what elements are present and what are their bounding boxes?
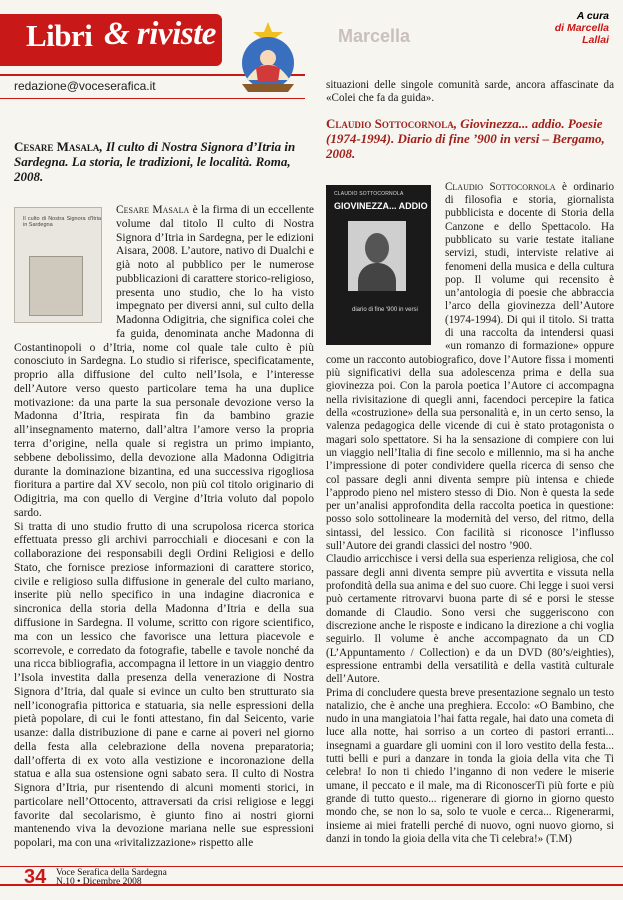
cover-subtitle: diario di fine '900 in versi xyxy=(352,306,418,313)
body-masala-p1: Cesare Masala è la firma di un eccellente volume dal titolo Il culto di Nostra Signora d’Itria in Sardegna, per le edizioni Aisara, 2008. L’autore, nativo di Dualchi e già noto al pubblico per le numerose pubblicazioni di carattere storico-religioso, presenta uno studio, che lo ha visto impegnato per diversi anni, sul culto della Madonna Odigitria, che significa colei che fa guida, denominata anche Madonna di Costantinopoli o d’Itria, nome col quale tale culto è più conosciuto in Sardegna. Lo studio si riferisce, specificatamente, proprio alla diffusione del culto nell’Isola, e l’interesse dell’Autore verso questo particolare tema ha una duplice motivazione: da una parte la sua personale devozione verso la Madonna d’Itria, respirata fin da bambino grazie all’insegnamento materno, dall’altra l’amore verso la propria terra d’origine, nella quale si registra un primo impianto, sebbene debolissimo, della devozione alla Madonna Odigitria durante la dominazione bizantina, ed una successiva rigogliosa fioritura a partire dal XV secolo, non più col titolo originario di Odigitria, ma con quello di Vergine d’Itria voluto dal popolo sardo. xyxy=(14,204,314,519)
issue-info: N.10 • Dicembre 2008 xyxy=(56,877,142,887)
body-sottocornola-p1: Claudio Sottocornola è ordinario di filosofia e storia, giornalista pubblicista e docente di Storia della Canzone e dello Spettacolo. Ha pubblicato su varie testate italiane servizi, studi, interviste relative ai fenomeni della musica e della cultura pop. Il volume qui recensito è un’antologia di poesie che abbraccia l’arco della giovinezza dell’Autore (1974-1994). Di qui il titolo. Si tratta di una raccolta da intendersi quasi «un romanzo di formazione» oppure come un racconto autobiografico, dove l’Autore fissa i momenti più significativi della sua adolescenza prima e della sua giovinezza poi. Con la parola poetica l’Autore ci accompagna nella rivisitazione di quegli anni, facendoci percepire la fatica della «costruzione» della sua personalità e, in un certo senso, la valenza pedagogica delle vicende di cui è stato protagonista o magari solo spettatore. Si ha la sensazione di compiere con lui un viaggio nell’Italia di fine secolo e millennio, ma si ha anche l’impressione di poter condividere quella ricerca di senso che col passare degli anni diventa sempre più intensa e chiede l’approdo pieno nel mistero stesso di Dio. Non è questa la sede per un’analisi approfondita della raccolta poetica in questione: posso solo sottolineare la modernità del verso, del ritmo, della sintassi, del lessico. Con facilità si riconosce l’influsso sull’Autore dei grandi classici del nostro ’900. xyxy=(326,180,614,553)
curator-credit xyxy=(547,10,609,46)
footer-magazine xyxy=(56,869,167,887)
right-column xyxy=(326,64,614,846)
body-masala-continued: situazioni delle singole comunità sarde, ancora affascinate da «Colei che fa da guida». xyxy=(326,79,614,105)
cover-author: CLAUDIO SOTTOCORNOLA xyxy=(334,190,404,197)
cover-title: GIOVINEZZA... ADDIO xyxy=(334,200,428,211)
review-title-masala: Cesare Masala, Il culto di Nostra Signora d’Itria in Sardegna. La storia, le tradizioni, le località. Roma, 2008. xyxy=(14,139,296,184)
ghost-header-text: Marcella xyxy=(338,26,411,46)
nativity-icon xyxy=(228,18,308,96)
section-title-libri: Libri xyxy=(26,18,93,53)
cover-title-masala: Il culto di Nostra Signora d'Itria in Sardegna xyxy=(23,216,101,228)
review-title-sottocornola: Claudio Sottocornola, Giovinezza... addio. Poesie (1974-1994). Diario di fine ’900 in versi – Bergamo, 2008. xyxy=(326,115,605,161)
author-photo xyxy=(348,221,406,291)
book-cover-masala xyxy=(14,207,102,323)
magazine-name: Voce Serafica della Sardegna xyxy=(56,868,167,878)
email-link[interactable]: redazione@voceserafica.it xyxy=(14,79,156,93)
section-title-riviste: & riviste xyxy=(104,16,216,52)
curator-label: A cura xyxy=(576,10,609,22)
body-sottocornola-p3: Prima di concludere questa breve presentazione segnalo un testo natalizio, che è anche una preghiera. Eccolo: «O Bambino, che nudo in una mangiatoia l’hai fatta regale, hai dato una cometa di luce alla notte, hai sorriso a un corteo di pastori erranti... insegnami a guardare gli uomini con il loro vestito della festa... tutti belli e puri a danzare in tonda la gioia della vita che Ti celebra! Io non ti chiedo l’inganno di non vedere le miserie umane, il peccato e il male, ma di RiconoscerTi più forte e più grande di tutto questo... rigenerare di giorno in giorno questo mondo che, se non lo sa, solo te vuole e cerca... Rigenerarmi, insieme ai miei fratelli perché di nuovo, ogni nuovo giorno, si danzi in tondo la gioia della vita che Ti celebra!» (T.M) xyxy=(326,686,614,845)
body-masala-p2: Si tratta di uno studio frutto di una scrupolosa ricerca storica effettuata presso gli archivi parrocchiali e diocesani e con la collaborazione dei responsabili degli Ordini Religiosi e dello Stato, che fornisce preziose informazioni di carattere storico, civile e religioso sulla diffusione in generale del culto mariano, inserite più nello specifico in una indagine diacronica e sincronica della storia della Madonna d’Itria e della sua diffusione in Sardegna. Il volume, scritto con rigore scientifico, ma con un lessico che favorisce una lettura piacevole e scorrevole, e corredato da fotografie, tabelle e tavole nonché da una ricca bibliografia, accompagna il lettore in un viaggio dentro l’Isola investita dalla presenza della venerazione di Nostra Signora d’Itria, dal quale si evince un culto ben strutturato sia nell’iconografia pittorica e statuaria, sia nelle espressioni della pietà popolare, di cui le fonti attestano, fin dal Seicento, varie usanze: dalla distribuzione di pane e carne ai poveri nel giorno della festa alla celebrazione della novena preparatoria; dall’offerta di ex voto alla vestizione e incoronazione della statua e alla sua ostensione ogni sabato sera. Il culto di Nostra Signora d’Itria, pur risentendo di alcuni momenti storici, in particolare nell’Ottocento, attraversati da crisi religiose e leggi favorite dal secolarismo, è giunto fino ai nostri giorni mantenendo viva la devozione mariana nelle sue espressioni popolari, ma con una «rivitalizzazione» rispetto alle xyxy=(14,520,314,850)
left-column xyxy=(14,125,314,851)
body-sottocornola-p2: Claudio arricchisce i versi della sua esperienza religiosa, che col passare degli anni diventa sempre più avvertita e vissuta nella profondità della sua anima e del suo cuore. Chi legge i suoi versi può certamente ritrovarvi buona parte di sé e porsi le stesse domande di Claudio. Sono versi che suggeriscono con discrezione anche le risposte e indicano la direzione a chi voglia seguirlo. Il volume è anche accompagnato da un CD (L’Appuntamento / Collection) e da un DVD (80’s/eighties), espressione entrambi della versatilità e della vastità culturale dell’Autore. xyxy=(326,553,614,686)
book-cover-sottocornola xyxy=(326,185,431,345)
footer-rule xyxy=(0,866,623,867)
madonna-statue-icon xyxy=(29,256,83,316)
page-number: 34 xyxy=(24,866,47,888)
curator-name: di Marcella Lallai xyxy=(554,22,609,46)
